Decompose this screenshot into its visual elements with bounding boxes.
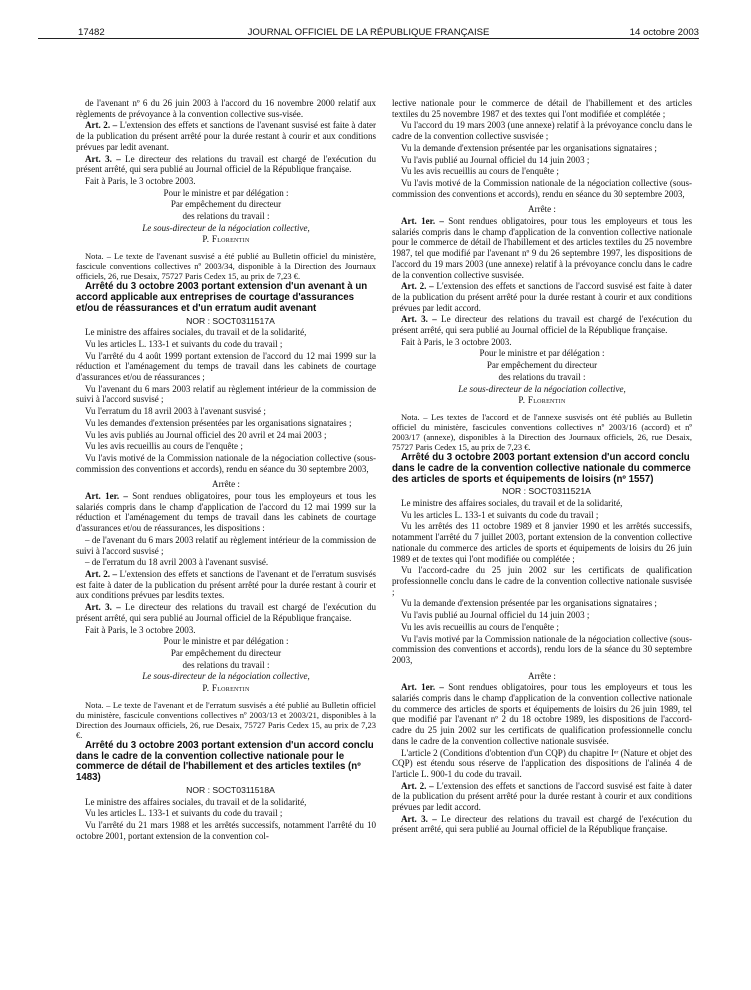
signature-line: Par empêchement du directeur (170, 199, 282, 210)
article-3 (76, 154, 376, 175)
article-label: Art. 2. – (401, 281, 434, 292)
article-text: L'extension des effets et sanctions de l'accord susvisé est faite à dater de la publication du présent arrêté pour la durée restant à courir et aux conditions prévues par ledit accord. (392, 780, 693, 813)
signatory-title: Le sous-directeur de la négociation collective, (142, 671, 310, 682)
article-1 (392, 216, 692, 280)
signatory-name: P. Florentin (518, 395, 566, 406)
done-at: Fait à Paris, le 3 octobre 2003. (401, 336, 512, 347)
arrete: Arrête : (528, 204, 556, 215)
paragraph: Vu l'arrêté du 4 août 1999 portant extension de l'accord du 12 mai 1999 sur la réduction et l'aménagement du temps de travail dans les cabinets de courtage d'assurances et/ou de réassurances ; (76, 350, 376, 383)
signature-line: Pour le ministre et par délégation : (163, 187, 289, 198)
article-3 (392, 814, 692, 835)
signatory-title: Le sous-directeur de la négociation collective, (458, 383, 626, 394)
article-2 (76, 569, 376, 601)
article-label: Art. 3. – (401, 813, 437, 824)
article-2 (76, 120, 376, 152)
paragraph: Vu les demandes d'extension présentées par les organisations signataires ; (85, 417, 352, 428)
paragraph: Vu l'avis motivé de la Commission nationale de la négociation collective (sous-commission des conventions et accords), rendu en séance du 30 septembre 2003, (392, 177, 692, 199)
paragraph: Vu les articles L. 133-1 et suivants du code du travail ; (401, 509, 599, 520)
paragraph: Le ministre des affaires sociales, du travail et de la solidarité, (401, 498, 623, 509)
article-label: Art. 3. – (401, 314, 437, 325)
right-column (392, 98, 692, 972)
paragraph: Vu l'erratum du 18 avril 2003 à l'avenant susvisé ; (85, 406, 266, 417)
signatory-name: P. Florentin (202, 683, 250, 694)
list-item: – de l'erratum du 18 avril 2003 à l'avenant susvisé. (85, 557, 269, 568)
article-text: Le directeur des relations du travail est chargé de l'exécution du présent arrêté, qui sera publié au Journal officiel de la République française. (392, 314, 693, 336)
article-label: Art. 1er. – (401, 216, 444, 227)
paragraph: Le ministre des affaires sociales, du travail et de la solidarité, (85, 796, 307, 807)
paragraph: Vu les articles L. 133-1 et suivants du code du travail ; (85, 338, 283, 349)
article-1 (76, 491, 376, 534)
paragraph: Vu la demande d'extension présentée par les organisations signataires ; (401, 142, 657, 153)
article-text: L'extension des effets et sanctions de l'accord susvisé est faite à dater de la publication du présent arrêté pour la durée restant à courir et aux conditions prévues par ledit accord. (392, 281, 693, 313)
signature-line: Par empêchement du directeur (170, 647, 282, 658)
article-label: Art. 1er. – (401, 682, 444, 693)
article-text: Le directeur des relations du travail est chargé de l'exécution du présent arrêté, qui sera publié au Journal officiel de la République française. (392, 813, 693, 835)
signature-line: des relations du travail : (498, 371, 586, 382)
paragraph: Vu l'accord du 19 mars 2003 (une annexe) relatif à la prévoyance conclu dans le cadre de la convention collective susvisée ; (392, 120, 692, 142)
article-text: Sont rendues obligatoires, pour tous les employeurs et tous les salariés compris dans le champ d'application de la convention collective nationale pour le commerce de détail de l'habillement et des articles textiles du 25 novembre 1987, tel que modifié par l'avenant nº 9 du 26 septembre 1997, les dispositions de l'accord du 19 mars 2003 (une annexe) relatif à la prévoyance conclu dans le cadre de la convention collective susvisée. (392, 216, 693, 280)
paragraph: Vu les avis recueillis au cours de l'enquête ; (401, 621, 559, 632)
paragraph: Vu l'avis motivé par la Commission nationale de la négociation collective (sous-commission des conventions et accords), rendu lors de la séance du 30 septembre 2003, (392, 633, 692, 665)
signature-line: Par empêchement du directeur (486, 360, 598, 371)
article-2 (392, 781, 692, 813)
article-label: Art. 3. – (85, 602, 121, 613)
signatory-title: Le sous-directeur de la négociation collective, (142, 222, 310, 233)
journal-title: JOURNAL OFFICIEL DE LA RÉPUBLIQUE FRANÇAISE (247, 27, 490, 38)
paragraph: Le ministre des affaires sociales, du travail et de la solidarité, (85, 327, 307, 338)
signatory-name: P. Florentin (202, 234, 250, 245)
paragraph: de l'avenant nº 6 du 26 juin 2003 à l'accord du 16 novembre 2000 relatif aux règlements de prévoyance à la convention collective sus-visée. (76, 98, 376, 119)
article-3 (392, 314, 692, 335)
article-text: L'extension des effets et sanctions de l'avenant et de l'erratum susvisés est faite à dater de la publication du présent arrêté pour la durée restant à courir et aux conditions prévues par lesdits textes. (76, 569, 376, 601)
done-at: Fait à Paris, le 3 octobre 2003. (85, 624, 196, 635)
paragraph: Vu les avis recueillis au cours de l'enquête ; (401, 166, 559, 177)
article-1 (392, 682, 692, 746)
decree-title: Arrêté du 3 octobre 2003 portant extension d'un avenant à un accord applicable aux entreprises de courtage d'assurances et/ou de réassurances et d'un erratum audit avenant (76, 281, 368, 314)
decree-title: Arrêté du 3 octobre 2003 portant extension d'un accord conclu dans le cadre de la convention collective nationale du commerce des articles de sports et équipements de loisirs (nº 1557) (392, 451, 691, 485)
paragraph: Vu la demande d'extension présentée par les organisations signataires ; (401, 598, 657, 609)
paragraph: Vu l'accord-cadre du 25 juin 2002 sur les certificats de qualification professionnelle conclu dans le cadre de la convention collective nationale susvisée ; (392, 565, 692, 597)
note: Nota. – Les textes de l'accord et de l'annexe susvisés ont été publiés au Bulletin officiel du ministère, fascicules conventions collectives nº 2003/16 (accord) et nº 2003/17 (annexe), disponibles à la Direction des Journaux officiels, 26, rue Desaix, 75727 Paris Cedex 15, au prix de 7,23 €. (392, 411, 692, 452)
article-text: L'extension des effets et sanctions de l'avenant susvisé est faite à dater de la publication du présent arrêté pour la durée restant à courir et aux conditions prévues par ledit avenant. (76, 120, 376, 152)
nor-reference: NOR : SOCT0311518A (186, 784, 275, 795)
nor-reference: NOR : SOCT0311517A (186, 315, 275, 326)
arrete: Arrête : (528, 670, 556, 681)
article-label: Art. 1er. – (85, 491, 128, 502)
left-column (76, 98, 376, 972)
article-text: Le directeur des relations du travail est chargé de l'exécution du présent arrêté, qui sera publié au Journal officiel de la République française. (76, 153, 377, 175)
paragraph: lective nationale pour le commerce de détail de l'habillement et des articles textiles du 25 novembre 1987 et des textes qui l'ont modifiée et complétée ; (392, 98, 692, 119)
signature-line: Pour le ministre et par délégation : (479, 348, 605, 359)
paragraph: Vu l'arrêté du 21 mars 1988 et les arrêtés successifs, notamment l'arrêté du 10 octobre 2001, portant extension de la convention col- (76, 820, 376, 841)
article-text: Le directeur des relations du travail est chargé de l'exécution du présent arrêté, qui sera publié au Journal officiel de la République française. (76, 602, 377, 623)
paragraph: Vu les arrêtés des 11 octobre 1989 et 8 janvier 1990 et les arrêtés successifs, notamment l'arrêté du 7 juillet 2003, portant extension de la convention collective nationale du commerce des articles de sports et équipements de loisirs du 26 juin 1989 et de textes qui l'ont modifiée ou complétée ; (392, 521, 692, 564)
paragraph: Vu l'avis motivé de la Commission nationale de la négociation collective (sous-commission des conventions et accords), rendu en séance du 30 septembre 2003, (76, 452, 376, 474)
list-item: – de l'avenant du 6 mars 2003 relatif au règlement intérieur de la commission de suivi à l'accord susvisé ; (76, 534, 376, 556)
article-2 (392, 281, 692, 313)
paragraph: L'article 2 (Conditions d'obtention d'un CQP) du chapitre Iᵉʳ (Nature et objet des CQP) est étendu sous réserve de l'application des dispositions de l'alinéa 4 de l'article L. 900-1 du code du travail. (392, 747, 692, 779)
nor-reference: NOR : SOCT0311521A (502, 486, 591, 497)
signature-line: des relations du travail : (182, 659, 270, 670)
signature-line: des relations du travail : (182, 211, 270, 222)
article-label: Art. 3. – (85, 153, 121, 164)
paragraph: Vu l'avis publié au Journal officiel du 14 juin 2003 ; (401, 610, 590, 621)
page-number: 17482 (78, 27, 105, 38)
paragraph: Vu les avis publiés au Journal officiel des 20 avril et 24 mai 2003 ; (85, 429, 327, 440)
article-text: Sont rendues obligatoires, pour tous les employeurs et tous les salariés compris dans le champ d'application de la convention collective nationale du commerce des articles de sports et équipements de loisirs du 26 juin 1989, tel que modifié par l'avenant nº 2 du 18 octobre 1989, les dispositions de l'accord-cadre du 25 juin 2002 sur les certificats de qualification professionnelle conclu dans le cadre de la convention collective nationale susvisée. (392, 682, 693, 746)
paragraph: Vu l'avis publié au Journal officiel du 14 juin 2003 ; (401, 154, 590, 165)
issue-date: 14 octobre 2003 (629, 27, 699, 38)
article-3 (76, 602, 376, 623)
page-header (38, 22, 699, 39)
paragraph: Vu l'avenant du 6 mars 2003 relatif au règlement intérieur de la commission de suivi à l'accord susvisé ; (76, 383, 376, 405)
paragraph: Vu les articles L. 133-1 et suivants du code du travail ; (85, 808, 283, 819)
note: Nota. – Le texte de l'avenant susvisé a été publié au Bulletin officiel du ministère, fascicule conventions collectives nº 2003/34, disponible à la Direction des Journaux officiels, 26, rue Desaix, 75727 Paris Cedex 15, au prix de 7,23 €. (76, 251, 376, 282)
done-at: Fait à Paris, le 3 octobre 2003. (85, 175, 196, 186)
signature-line: Pour le ministre et par délégation : (163, 636, 289, 647)
arrete: Arrête : (212, 479, 240, 490)
document-body (76, 98, 695, 972)
article-text: Sont rendues obligatoires, pour tous les employeurs et tous les salariés compris dans le champ d'application de l'accord du 12 mai 1999 sur la réduction et l'aménagement du temps de travail dans les cabinets de courtage d'assurances et/ou de réassurances, les dispositions : (76, 491, 377, 534)
article-label: Art. 2. – (85, 120, 118, 131)
decree-title: Arrêté du 3 octobre 2003 portant extension d'un accord conclu dans le cadre de la convention collective nationale pour le commerce de détail de l'habillement et des articles textiles (nº 1483) (76, 739, 374, 784)
article-label: Art. 2. – (401, 780, 434, 791)
note: Nota. – Le texte de l'avenant et de l'erratum susvisés a été publié au Bulletin officiel du ministère, fascicule conventions collectives nº 2003/13 et 2003/21, disponibles à la Direction des Journaux officiels, 26, rue Desaix, 75727 Paris Cedex 15, au prix de 7,23 €. (76, 699, 376, 740)
article-label: Art. 2. – (85, 569, 118, 579)
paragraph: Vu les avis recueillis au cours de l'enquête ; (85, 441, 243, 452)
